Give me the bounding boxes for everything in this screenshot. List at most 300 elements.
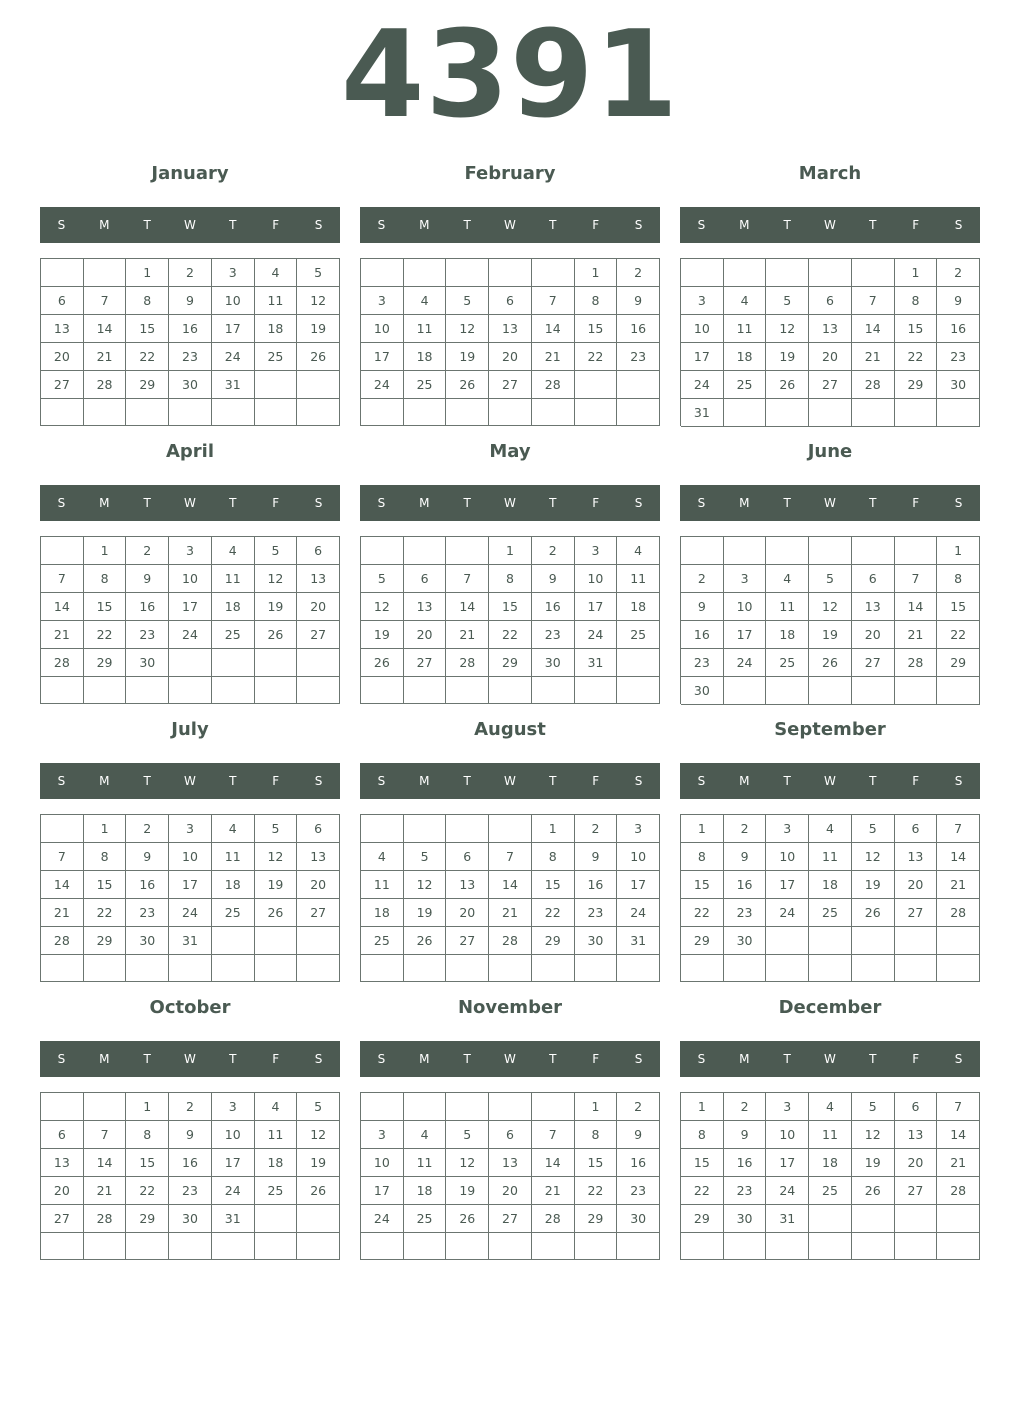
- day-cell: 28: [532, 1205, 575, 1233]
- day-cell: 27: [895, 1177, 938, 1205]
- day-cell: 10: [361, 315, 404, 343]
- day-cell: 21: [532, 1177, 575, 1205]
- day-cell: 13: [852, 593, 895, 621]
- day-cell: [489, 815, 532, 843]
- day-cell: 28: [852, 371, 895, 399]
- day-cell: 14: [937, 1121, 980, 1149]
- weekday-label: F: [272, 218, 280, 232]
- month-april: [40, 438, 340, 716]
- day-cell: 16: [532, 593, 575, 621]
- day-cell: 15: [895, 315, 938, 343]
- day-cell: 15: [532, 871, 575, 899]
- month-february: [360, 160, 660, 438]
- month-name: July: [171, 719, 209, 740]
- day-cell: 13: [809, 315, 852, 343]
- day-cell: [404, 1093, 447, 1121]
- day-cell: 21: [84, 1177, 127, 1205]
- day-cell: [532, 259, 575, 287]
- day-cell: 21: [41, 899, 84, 927]
- day-cell: [84, 399, 127, 426]
- day-cell: 16: [169, 315, 212, 343]
- weekday-label: F: [912, 774, 920, 788]
- month-name: May: [489, 441, 531, 462]
- weekday-label: S: [954, 1052, 963, 1066]
- day-cell: 15: [84, 871, 127, 899]
- day-cell: [532, 1093, 575, 1121]
- month-name: April: [165, 441, 215, 462]
- day-cell: [446, 677, 489, 704]
- day-cell: 3: [212, 1093, 255, 1121]
- day-cell: 21: [41, 621, 84, 649]
- month-name: November: [457, 997, 563, 1018]
- day-cell: 3: [361, 1121, 404, 1149]
- day-cell: 10: [681, 315, 724, 343]
- day-cell: 4: [617, 537, 660, 565]
- day-cell: 7: [489, 843, 532, 871]
- day-cell: 18: [361, 899, 404, 927]
- day-cell: 5: [766, 287, 809, 315]
- day-cell: 1: [126, 259, 169, 287]
- day-cell: 1: [575, 1093, 618, 1121]
- day-cell: [809, 677, 852, 705]
- day-cell: 19: [297, 315, 340, 343]
- day-cell: [617, 677, 660, 704]
- day-cell: 19: [297, 1149, 340, 1177]
- day-cell: [126, 399, 169, 426]
- weekday-label: M: [99, 774, 110, 788]
- day-cell: 19: [255, 871, 298, 899]
- weekday-label: S: [697, 774, 706, 788]
- day-grid: [360, 814, 660, 982]
- day-cell: [852, 259, 895, 287]
- day-cell: [766, 927, 809, 955]
- day-cell: 20: [404, 621, 447, 649]
- day-grid: [680, 536, 980, 704]
- month-name: February: [464, 163, 556, 184]
- day-cell: 1: [895, 259, 938, 287]
- day-cell: [617, 649, 660, 677]
- weekday-header: [40, 207, 340, 243]
- weekday-header: [360, 763, 660, 799]
- weekday-label: T: [143, 774, 151, 788]
- day-cell: 27: [446, 927, 489, 955]
- day-cell: 11: [404, 315, 447, 343]
- day-cell: 25: [212, 899, 255, 927]
- day-cell: 14: [84, 315, 127, 343]
- day-cell: 9: [126, 843, 169, 871]
- day-cell: 20: [41, 1177, 84, 1205]
- day-cell: 19: [446, 343, 489, 371]
- day-cell: 14: [41, 871, 84, 899]
- day-cell: 29: [126, 371, 169, 399]
- day-cell: 16: [617, 1149, 660, 1177]
- day-cell: 14: [84, 1149, 127, 1177]
- day-cell: 2: [575, 815, 618, 843]
- day-cell: 18: [724, 343, 767, 371]
- day-cell: 27: [489, 1205, 532, 1233]
- day-cell: [895, 399, 938, 427]
- day-cell: 24: [766, 1177, 809, 1205]
- day-grid: [40, 536, 340, 704]
- weekday-label: S: [57, 218, 66, 232]
- day-cell: [575, 1233, 618, 1260]
- day-cell: [212, 649, 255, 677]
- day-cell: 30: [169, 1205, 212, 1233]
- day-cell: [404, 537, 447, 565]
- day-cell: 22: [575, 1177, 618, 1205]
- day-cell: 17: [766, 871, 809, 899]
- weekday-header: [680, 485, 980, 521]
- day-cell: 11: [617, 565, 660, 593]
- day-cell: 7: [446, 565, 489, 593]
- day-cell: [84, 259, 127, 287]
- day-cell: 9: [169, 1121, 212, 1149]
- day-cell: [937, 927, 980, 955]
- day-cell: 8: [126, 1121, 169, 1149]
- day-cell: 12: [297, 1121, 340, 1149]
- day-cell: [212, 927, 255, 955]
- day-cell: [126, 677, 169, 704]
- month-name: January: [151, 163, 229, 184]
- day-cell: 20: [489, 1177, 532, 1205]
- day-cell: 2: [169, 1093, 212, 1121]
- day-cell: [895, 927, 938, 955]
- weekday-label: M: [419, 1052, 430, 1066]
- weekday-label: W: [184, 496, 196, 510]
- day-cell: 28: [84, 1205, 127, 1233]
- month-name: October: [149, 997, 231, 1018]
- day-cell: [489, 259, 532, 287]
- weekday-label: T: [143, 218, 151, 232]
- day-cell: 14: [489, 871, 532, 899]
- day-cell: [489, 955, 532, 982]
- day-cell: 24: [575, 621, 618, 649]
- day-cell: [937, 1233, 980, 1260]
- month-november: [360, 994, 660, 1272]
- day-cell: [852, 677, 895, 705]
- day-cell: 8: [895, 287, 938, 315]
- day-cell: [126, 1233, 169, 1260]
- day-cell: 6: [297, 537, 340, 565]
- day-cell: [809, 259, 852, 287]
- day-cell: 14: [937, 843, 980, 871]
- weekday-label: W: [184, 774, 196, 788]
- day-cell: 3: [169, 815, 212, 843]
- weekday-label: M: [419, 496, 430, 510]
- day-cell: 22: [126, 343, 169, 371]
- day-cell: 10: [169, 565, 212, 593]
- day-cell: [852, 1205, 895, 1233]
- day-cell: 19: [446, 1177, 489, 1205]
- day-cell: [404, 677, 447, 704]
- weekday-header: [360, 485, 660, 521]
- day-cell: 6: [41, 1121, 84, 1149]
- day-cell: 31: [681, 399, 724, 427]
- day-cell: 8: [681, 843, 724, 871]
- day-cell: 4: [809, 815, 852, 843]
- day-cell: 9: [681, 593, 724, 621]
- day-cell: [41, 259, 84, 287]
- day-cell: 13: [446, 871, 489, 899]
- day-cell: 27: [41, 371, 84, 399]
- day-cell: 7: [937, 1093, 980, 1121]
- weekday-header: [680, 1041, 980, 1077]
- day-cell: [361, 677, 404, 704]
- day-cell: 27: [852, 649, 895, 677]
- day-cell: 23: [126, 621, 169, 649]
- day-cell: 30: [724, 1205, 767, 1233]
- day-cell: 19: [361, 621, 404, 649]
- weekday-label: S: [634, 774, 643, 788]
- day-cell: 16: [126, 871, 169, 899]
- weekday-label: S: [377, 496, 386, 510]
- weekday-label: T: [869, 218, 877, 232]
- day-cell: [212, 1233, 255, 1260]
- day-cell: 9: [126, 565, 169, 593]
- day-cell: 20: [852, 621, 895, 649]
- weekday-label: T: [229, 774, 237, 788]
- weekday-label: F: [912, 218, 920, 232]
- day-cell: [169, 649, 212, 677]
- day-cell: 25: [766, 649, 809, 677]
- day-cell: 21: [937, 871, 980, 899]
- weekday-label: S: [634, 1052, 643, 1066]
- weekday-label: T: [549, 496, 557, 510]
- month-name: June: [807, 441, 853, 462]
- weekday-label: T: [229, 1052, 237, 1066]
- day-cell: 3: [766, 1093, 809, 1121]
- day-cell: 22: [489, 621, 532, 649]
- day-cell: 5: [809, 565, 852, 593]
- day-cell: 10: [212, 287, 255, 315]
- day-cell: 12: [361, 593, 404, 621]
- day-cell: [895, 677, 938, 705]
- day-cell: [809, 1233, 852, 1260]
- day-cell: 1: [489, 537, 532, 565]
- day-cell: 19: [809, 621, 852, 649]
- day-cell: [84, 677, 127, 704]
- day-cell: 31: [766, 1205, 809, 1233]
- day-cell: 22: [84, 621, 127, 649]
- day-cell: 15: [126, 315, 169, 343]
- day-cell: [809, 955, 852, 982]
- day-cell: 2: [169, 259, 212, 287]
- day-cell: [532, 677, 575, 704]
- day-cell: 27: [297, 621, 340, 649]
- day-cell: 29: [84, 927, 127, 955]
- weekday-label: T: [229, 496, 237, 510]
- day-cell: [297, 399, 340, 426]
- day-cell: 26: [255, 899, 298, 927]
- weekday-label: M: [739, 496, 750, 510]
- day-cell: 6: [489, 287, 532, 315]
- day-cell: 4: [724, 287, 767, 315]
- day-cell: [169, 399, 212, 426]
- day-cell: [575, 371, 618, 399]
- day-grid: [360, 536, 660, 704]
- day-cell: [41, 955, 84, 982]
- day-cell: 30: [681, 677, 724, 705]
- day-cell: 31: [617, 927, 660, 955]
- day-cell: 15: [489, 593, 532, 621]
- month-july: [40, 716, 340, 994]
- day-cell: 15: [575, 315, 618, 343]
- day-cell: 25: [361, 927, 404, 955]
- day-cell: 12: [446, 1149, 489, 1177]
- weekday-label: S: [314, 1052, 323, 1066]
- day-cell: 8: [84, 843, 127, 871]
- day-cell: 13: [41, 315, 84, 343]
- day-cell: 10: [617, 843, 660, 871]
- day-cell: 9: [724, 843, 767, 871]
- day-grid: [680, 814, 980, 982]
- weekday-label: S: [314, 496, 323, 510]
- day-cell: [255, 399, 298, 426]
- day-cell: 17: [361, 1177, 404, 1205]
- day-grid: [360, 1092, 660, 1260]
- day-cell: 23: [724, 899, 767, 927]
- day-cell: 25: [724, 371, 767, 399]
- day-cell: [169, 955, 212, 982]
- weekday-label: W: [824, 218, 836, 232]
- day-cell: 19: [766, 343, 809, 371]
- day-cell: [575, 399, 618, 426]
- day-cell: 23: [681, 649, 724, 677]
- day-cell: [84, 955, 127, 982]
- weekday-label: T: [549, 774, 557, 788]
- day-cell: 27: [297, 899, 340, 927]
- day-cell: 30: [126, 927, 169, 955]
- weekday-label: M: [99, 496, 110, 510]
- weekday-label: T: [549, 1052, 557, 1066]
- weekday-label: W: [504, 774, 516, 788]
- day-cell: 15: [937, 593, 980, 621]
- day-cell: 22: [532, 899, 575, 927]
- day-cell: 28: [895, 649, 938, 677]
- day-cell: 2: [617, 1093, 660, 1121]
- day-cell: [212, 399, 255, 426]
- day-cell: [404, 1233, 447, 1260]
- day-cell: 6: [404, 565, 447, 593]
- weekday-label: T: [869, 496, 877, 510]
- month-name: December: [778, 997, 882, 1018]
- day-cell: 18: [212, 871, 255, 899]
- day-cell: 12: [766, 315, 809, 343]
- day-cell: 12: [255, 843, 298, 871]
- day-cell: [297, 649, 340, 677]
- day-cell: [404, 815, 447, 843]
- day-cell: [255, 649, 298, 677]
- day-cell: [724, 259, 767, 287]
- day-cell: 26: [255, 621, 298, 649]
- day-cell: 13: [41, 1149, 84, 1177]
- day-cell: 13: [489, 315, 532, 343]
- day-cell: 18: [617, 593, 660, 621]
- day-cell: 17: [212, 1149, 255, 1177]
- day-cell: 17: [169, 593, 212, 621]
- day-cell: 18: [766, 621, 809, 649]
- weekday-label: S: [377, 218, 386, 232]
- day-cell: [724, 399, 767, 427]
- day-cell: 6: [895, 1093, 938, 1121]
- day-cell: 9: [575, 843, 618, 871]
- day-cell: 22: [681, 899, 724, 927]
- day-cell: [809, 537, 852, 565]
- month-march: [680, 160, 980, 438]
- day-cell: 12: [255, 565, 298, 593]
- day-cell: [681, 537, 724, 565]
- day-cell: 25: [404, 1205, 447, 1233]
- day-cell: 7: [41, 843, 84, 871]
- weekday-label: M: [99, 1052, 110, 1066]
- weekday-header: [40, 763, 340, 799]
- day-cell: 6: [489, 1121, 532, 1149]
- day-cell: 23: [617, 1177, 660, 1205]
- day-cell: 28: [937, 1177, 980, 1205]
- day-cell: 29: [681, 927, 724, 955]
- day-cell: 18: [809, 871, 852, 899]
- weekday-label: W: [184, 218, 196, 232]
- day-cell: [446, 1093, 489, 1121]
- day-cell: [766, 955, 809, 982]
- day-cell: 4: [809, 1093, 852, 1121]
- day-cell: 31: [212, 1205, 255, 1233]
- day-cell: 5: [852, 815, 895, 843]
- day-cell: [446, 259, 489, 287]
- day-cell: 1: [84, 537, 127, 565]
- weekday-label: F: [592, 496, 600, 510]
- day-cell: 4: [212, 537, 255, 565]
- day-cell: [446, 815, 489, 843]
- day-cell: 3: [681, 287, 724, 315]
- day-cell: 24: [212, 1177, 255, 1205]
- day-cell: 2: [681, 565, 724, 593]
- weekday-label: S: [57, 774, 66, 788]
- day-cell: [446, 955, 489, 982]
- day-cell: 17: [724, 621, 767, 649]
- day-cell: 16: [617, 315, 660, 343]
- weekday-header: [680, 763, 980, 799]
- day-cell: 20: [41, 343, 84, 371]
- day-cell: 31: [575, 649, 618, 677]
- day-cell: 8: [681, 1121, 724, 1149]
- day-cell: [895, 955, 938, 982]
- weekday-header: [40, 1041, 340, 1077]
- day-cell: 21: [84, 343, 127, 371]
- month-august: [360, 716, 660, 994]
- weekday-label: F: [592, 218, 600, 232]
- day-cell: [852, 955, 895, 982]
- day-cell: 26: [852, 1177, 895, 1205]
- day-cell: 25: [255, 343, 298, 371]
- day-cell: [404, 259, 447, 287]
- day-cell: [489, 1233, 532, 1260]
- weekday-label: S: [377, 774, 386, 788]
- day-cell: 9: [617, 1121, 660, 1149]
- day-cell: 28: [532, 371, 575, 399]
- day-cell: 20: [446, 899, 489, 927]
- day-cell: 28: [937, 899, 980, 927]
- day-cell: [766, 399, 809, 427]
- day-cell: 18: [404, 1177, 447, 1205]
- day-cell: 7: [41, 565, 84, 593]
- day-cell: [446, 1233, 489, 1260]
- day-cell: 11: [212, 565, 255, 593]
- day-cell: 8: [532, 843, 575, 871]
- day-cell: 18: [255, 1149, 298, 1177]
- day-cell: 4: [255, 1093, 298, 1121]
- day-cell: 29: [489, 649, 532, 677]
